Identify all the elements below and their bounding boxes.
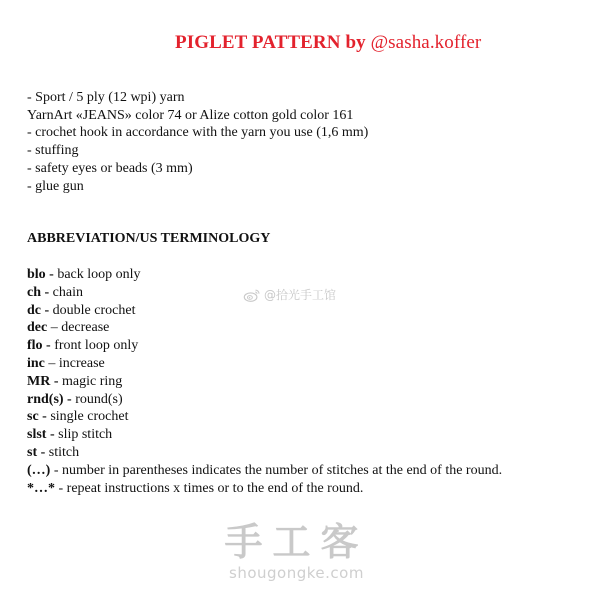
abbreviation-item <box>27 319 502 337</box>
title-by: by <box>345 32 366 53</box>
abbreviation-definition: double crochet <box>49 302 136 318</box>
abbreviation-term: dec <box>27 320 48 336</box>
abbreviation-term: sc - <box>27 409 47 425</box>
abbreviation-definition: stitch <box>45 444 80 460</box>
abbreviation-term: inc <box>27 355 45 371</box>
abbreviation-item <box>27 444 502 462</box>
weibo-logo-icon <box>243 288 261 302</box>
weibo-watermark <box>243 286 336 303</box>
abbreviation-definition: back loop only <box>53 267 141 282</box>
abbreviation-item <box>27 426 502 444</box>
author-handle: @sasha.koffer <box>370 32 482 53</box>
abbreviation-term: *…* <box>27 480 55 496</box>
material-item: YarnArt «JEANS» color 74 or Alize cotton gold color 161 <box>27 107 354 123</box>
abbreviation-term: MR - <box>27 373 59 389</box>
material-item: - safety eyes or beads (3 mm) <box>27 160 193 176</box>
abbreviation-term: slst - <box>27 427 55 443</box>
brand-url: shougongke.com <box>229 564 364 582</box>
abbreviation-term: st - <box>27 444 46 460</box>
abbreviation-term: (…) <box>27 462 51 478</box>
material-item: - stuffing <box>27 143 79 159</box>
abbreviation-item <box>27 391 502 409</box>
abbreviation-item <box>27 355 502 373</box>
title-main: PIGLET PATTERN <box>175 32 341 53</box>
abbreviation-item <box>27 408 502 426</box>
footer-watermark <box>0 522 593 582</box>
abbreviation-term: rnd(s) - <box>27 391 72 407</box>
abbreviation-item <box>27 462 502 480</box>
abbreviation-definition: – decrease <box>47 320 110 336</box>
abbreviation-definition: front loop only <box>50 338 139 354</box>
abbreviation-item <box>27 480 502 498</box>
abbreviation-definition: slip stitch <box>54 427 113 443</box>
abbreviation-term: flo - <box>27 338 51 354</box>
abbreviation-term: blo - <box>27 267 54 282</box>
abbreviation-definition: - number in parentheses indicates the number of stitches at the end of the round. <box>50 462 503 478</box>
material-item: - Sport / 5 ply (12 wpi) yarn <box>27 90 185 105</box>
abbreviation-definition: round(s) <box>71 391 123 407</box>
abbreviation-definition: – increase <box>44 355 105 371</box>
abbreviation-term: ch - <box>27 284 50 300</box>
abbreviation-definition: magic ring <box>58 373 123 389</box>
material-item: - glue gun <box>27 178 84 194</box>
abbreviation-definition: - repeat instructions x times or to the end of the round. <box>55 480 364 496</box>
abbreviation-definition: chain <box>49 284 83 300</box>
weibo-watermark-text: @拾光手工馆 <box>264 288 337 302</box>
brand-logo-text: 手工客 <box>224 520 369 564</box>
abbreviation-item <box>27 302 502 320</box>
abbreviation-definition: single crochet <box>46 409 129 425</box>
abbreviation-term: dc - <box>27 302 50 318</box>
abbreviation-item <box>27 266 502 284</box>
abbreviations-heading: ABBREVIATION/US TERMINOLOGY <box>27 231 271 246</box>
materials-list <box>27 89 368 195</box>
abbreviation-item <box>27 373 502 391</box>
material-item: - crochet hook in accordance with the yarn you use (1,6 mm) <box>27 125 369 141</box>
abbreviation-item <box>27 337 502 355</box>
pattern-title <box>175 32 481 54</box>
